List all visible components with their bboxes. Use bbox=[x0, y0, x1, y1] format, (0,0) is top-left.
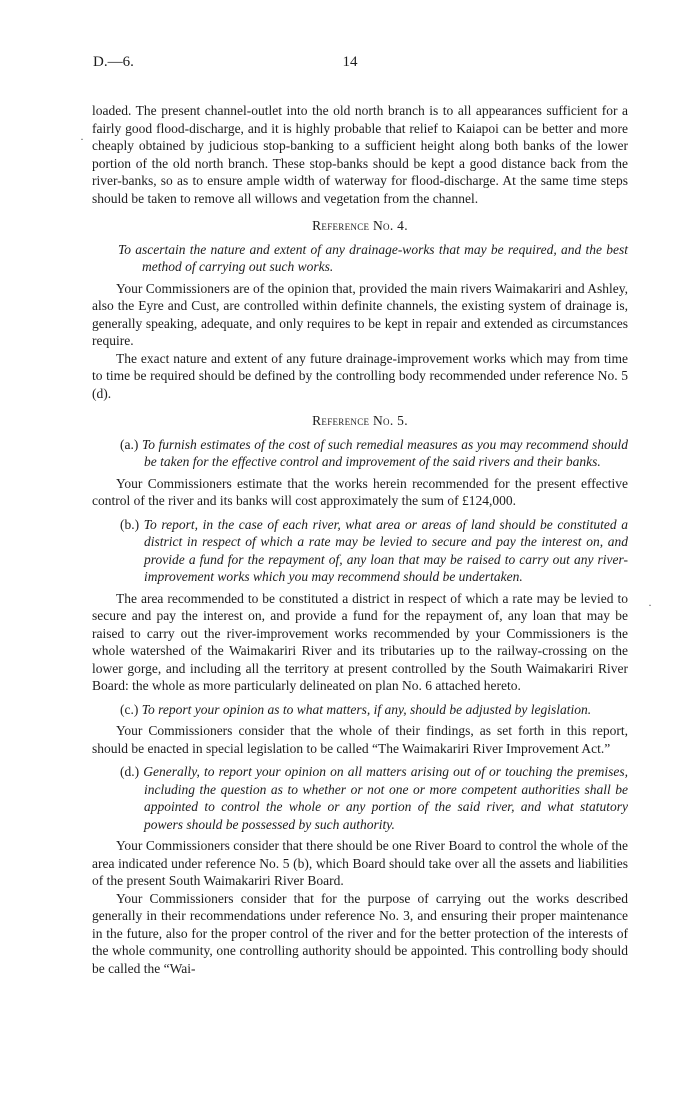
margin-mark: · bbox=[80, 132, 84, 146]
reference-question bbox=[92, 701, 628, 719]
paragraph: Your Commissioners are of the opinion that, provided the main rivers Waimakariri and Ashley, also the Eyre and Cust, are controlled within definite channels, the existing system of drainage is, generally speaking, adequate, and only requires to be kept in repair and extended as circumstances require. bbox=[92, 280, 628, 348]
item-label: (c.) bbox=[120, 701, 139, 717]
reference-question: To ascertain the nature and extent of any drainage-works that may be required, and the best method of carrying out such works. bbox=[118, 241, 628, 274]
paragraph: Your Commissioners consider that for the purpose of carrying out the works described generally in their recommendations under reference No. 3, and ensuring their proper maintenance in the future, also for the proper control of the river and for the better protection of the interests of the whole community, one controlling authority should be appointed. This controlling body should be called the “Wai- bbox=[92, 890, 628, 976]
paragraph: Your Commissioners consider that there should be one River Board to control the whole of the area indicated under reference No. 5 (b), which Board should take over all the assets and liabilities of the present South Waimakariri River Board. bbox=[92, 838, 628, 888]
paragraph: The exact nature and extent of any future drainage-improvement works which may from time to time be required should be defined by the controlling body recommended under reference No. 5 (d). bbox=[92, 350, 628, 401]
item-text: To furnish estimates of the cost of such remedial measures as you may recommend should be taken for the effective control and improvement of the said rivers and their banks. bbox=[141, 436, 628, 469]
page-number: 14 bbox=[342, 54, 358, 70]
paragraph: loaded. The present channel-outlet into the old north branch is to all appearances sufficient for a fairly good flood-discharge, and it is highly probable that relief to Kaiapoi can be better and more cheaply obtained by judicious stop-banking to a sufficient height along both banks of the lower portion of the old north branch. These stop-banks should be kept a good distance back from the river-banks, so as to ensure ample width of waterway for flood-discharge. At the same time steps should be taken to remove all willows and vegetation from the channel. bbox=[92, 103, 628, 206]
item-label: (d.) bbox=[120, 764, 140, 779]
item-label: (a.) bbox=[120, 436, 139, 452]
document-code: D.—6. bbox=[93, 54, 134, 70]
reference-question bbox=[92, 763, 628, 833]
page-header bbox=[0, 54, 700, 74]
section-heading: Reference No. 4. bbox=[312, 218, 408, 233]
item-label: (b.) bbox=[120, 516, 140, 532]
document-body bbox=[92, 102, 628, 977]
paragraph: Your Commissioners estimate that the works herein recommended for the present effective control of the river and its banks will cost approximately the sum of £124,000. bbox=[92, 475, 628, 508]
reference-question bbox=[92, 436, 628, 471]
section-heading: Reference No. 5. bbox=[312, 413, 408, 428]
margin-mark: · bbox=[648, 598, 652, 612]
item-text: To report your opinion as to what matters, if any, should be adjusted by legislation. bbox=[141, 701, 592, 717]
item-text: Generally, to report your opinion on all matters arising out of or touching the premises, including the question as to whether or not one or more competent authorities shall be appointed to control the whole or any portion of the said river, and what statutory powers should be possessed by such authority. bbox=[143, 764, 628, 832]
reference-question bbox=[92, 516, 628, 586]
paragraph: Your Commissioners consider that the whole of their findings, as set forth in this report, should be enacted in special legislation to be called “The Waimakariri River Improvement Act.” bbox=[92, 723, 628, 756]
paragraph: The area recommended to be constituted a district in respect of which a rate may be levied to secure and pay the interest on, and provide a fund for the repayment of, any loan that may be raised to carry out the river-improvement works recommended by your Commissioners is the whole watershed of the Waimakariri River and its tributaries up to the railway-crossing on the lower gorge, and including all the territory at present controlled by the South Waimakariri River Board: the whole as more particularly delineated on plan No. 6 attached hereto. bbox=[92, 590, 628, 693]
item-text: To report, in the case of each river, what area or areas of land should be constituted a district in respect of which a rate may be levied to secure and pay the interest on, and provide a fund for the repayment of, any loan that may be raised to carry out any river-improvement works which you may recommend should be undertaken. bbox=[143, 516, 628, 584]
